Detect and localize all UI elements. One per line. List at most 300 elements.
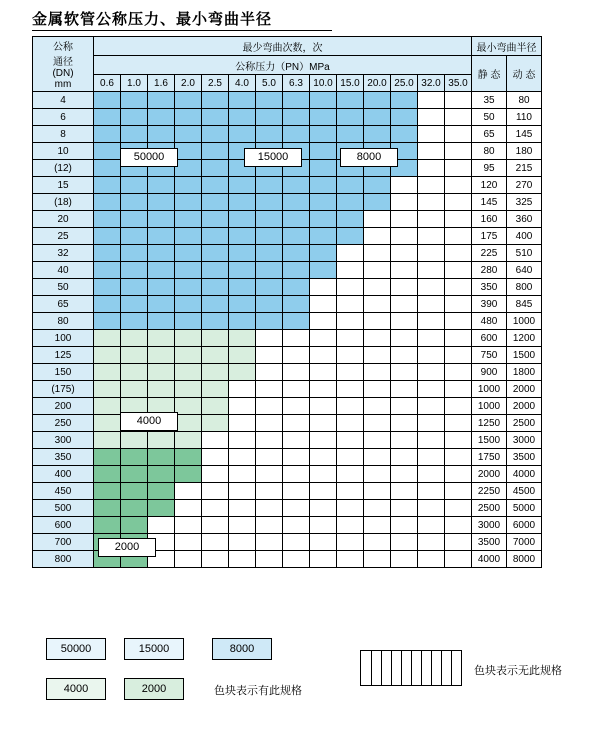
cell-pn-0	[94, 330, 121, 347]
cell-pn-1	[121, 245, 148, 262]
cell-pn-0	[94, 143, 121, 160]
cell-pn-5	[229, 228, 256, 245]
cell-pn-13	[445, 313, 472, 330]
cell-pn-0	[94, 245, 121, 262]
cell-pn-7	[283, 466, 310, 483]
table-row	[33, 262, 542, 279]
cell-pn-3	[175, 330, 202, 347]
cell-pn-10	[364, 330, 391, 347]
cell-pn-12	[418, 296, 445, 313]
cell-pn-8	[310, 262, 337, 279]
cell-pn-9	[337, 483, 364, 500]
cell-pn-4	[202, 126, 229, 143]
cell-dn: 600	[33, 517, 94, 534]
cell-pn-0	[94, 262, 121, 279]
cell-pn-11	[391, 228, 418, 245]
cell-dynamic-radius: 845	[507, 296, 542, 313]
cell-pn-4	[202, 466, 229, 483]
cell-pn-11	[391, 296, 418, 313]
table-row	[33, 211, 542, 228]
header-pn-10: 20.0	[364, 75, 391, 92]
cell-pn-10	[364, 517, 391, 534]
cell-pn-1	[121, 92, 148, 109]
cell-pn-3	[175, 109, 202, 126]
cell-pn-9	[337, 466, 364, 483]
cell-static-radius: 2500	[472, 500, 507, 517]
cell-static-radius: 120	[472, 177, 507, 194]
header-row-2	[33, 56, 542, 75]
cell-pn-3	[175, 126, 202, 143]
cell-pn-9	[337, 449, 364, 466]
cell-pn-4	[202, 432, 229, 449]
cell-pn-6	[256, 398, 283, 415]
legend-hatch-note: 色块表示无此规格	[474, 665, 562, 677]
cell-pn-7	[283, 245, 310, 262]
cell-dynamic-radius: 2000	[507, 381, 542, 398]
cell-pn-10	[364, 381, 391, 398]
cell-pn-12	[418, 109, 445, 126]
cell-pn-9	[337, 92, 364, 109]
title-divider	[32, 30, 332, 31]
cell-pn-7	[283, 534, 310, 551]
cell-pn-4	[202, 143, 229, 160]
cell-pn-13	[445, 381, 472, 398]
cell-pn-0	[94, 126, 121, 143]
header-bend-count: 最少弯曲次数，次	[94, 37, 472, 56]
cell-pn-3	[175, 92, 202, 109]
cell-pn-4	[202, 160, 229, 177]
cell-pn-8	[310, 500, 337, 517]
cell-pn-1	[121, 330, 148, 347]
cell-pn-7	[283, 279, 310, 296]
cell-pn-8	[310, 313, 337, 330]
cell-pn-2	[148, 330, 175, 347]
cell-pn-4	[202, 398, 229, 415]
cell-pn-5	[229, 517, 256, 534]
cell-pn-8	[310, 534, 337, 551]
cell-pn-0	[94, 194, 121, 211]
cell-pn-4	[202, 313, 229, 330]
cell-pn-1	[121, 262, 148, 279]
cell-pn-5	[229, 109, 256, 126]
cell-pn-4	[202, 517, 229, 534]
cell-pn-0	[94, 92, 121, 109]
cell-pn-11	[391, 466, 418, 483]
cell-pn-9	[337, 279, 364, 296]
cell-pn-4	[202, 415, 229, 432]
table-row	[33, 347, 542, 364]
cell-pn-12	[418, 211, 445, 228]
cell-pn-7	[283, 398, 310, 415]
cell-pn-9	[337, 364, 364, 381]
cell-pn-9	[337, 500, 364, 517]
cell-pn-10	[364, 211, 391, 228]
cell-pn-12	[418, 313, 445, 330]
cell-pn-12	[418, 143, 445, 160]
cell-pn-3	[175, 449, 202, 466]
cell-pn-5	[229, 415, 256, 432]
cell-pn-12	[418, 415, 445, 432]
cell-dn: 32	[33, 245, 94, 262]
cell-dynamic-radius: 325	[507, 194, 542, 211]
cell-pn-12	[418, 398, 445, 415]
cell-pn-3	[175, 211, 202, 228]
cell-pn-9	[337, 398, 364, 415]
table-row	[33, 126, 542, 143]
cell-pn-6	[256, 92, 283, 109]
cell-pn-6	[256, 228, 283, 245]
cell-pn-2	[148, 517, 175, 534]
callout-50000: 50000	[120, 148, 178, 167]
cell-static-radius: 65	[472, 126, 507, 143]
cell-pn-6	[256, 364, 283, 381]
cell-pn-12	[418, 177, 445, 194]
cell-pn-7	[283, 500, 310, 517]
cell-pn-1	[121, 483, 148, 500]
spec-table	[32, 36, 542, 568]
cell-pn-12	[418, 517, 445, 534]
cell-pn-3	[175, 398, 202, 415]
cell-static-radius: 225	[472, 245, 507, 262]
cell-pn-6	[256, 194, 283, 211]
cell-pn-10	[364, 228, 391, 245]
cell-pn-1	[121, 228, 148, 245]
cell-pn-8	[310, 330, 337, 347]
header-row-1	[33, 37, 542, 56]
cell-pn-0	[94, 160, 121, 177]
cell-pn-9	[337, 313, 364, 330]
cell-dynamic-radius: 8000	[507, 551, 542, 568]
cell-pn-1	[121, 296, 148, 313]
cell-pn-12	[418, 381, 445, 398]
cell-pn-2	[148, 432, 175, 449]
header-static: 静 态	[472, 56, 507, 92]
cell-pn-4	[202, 177, 229, 194]
cell-pn-8	[310, 160, 337, 177]
cell-pn-4	[202, 109, 229, 126]
cell-pn-2	[148, 364, 175, 381]
cell-pn-2	[148, 92, 175, 109]
cell-pn-7	[283, 92, 310, 109]
table-row	[33, 92, 542, 109]
cell-pn-12	[418, 347, 445, 364]
legend	[32, 630, 568, 710]
cell-pn-2	[148, 126, 175, 143]
cell-pn-2	[148, 211, 175, 228]
cell-pn-9	[337, 551, 364, 568]
cell-pn-4	[202, 551, 229, 568]
cell-pn-11	[391, 330, 418, 347]
cell-pn-13	[445, 347, 472, 364]
header-pn-3: 2.0	[175, 75, 202, 92]
cell-pn-12	[418, 500, 445, 517]
cell-pn-1	[121, 381, 148, 398]
cell-pn-4	[202, 296, 229, 313]
cell-pn-4	[202, 381, 229, 398]
cell-pn-3	[175, 262, 202, 279]
header-row-3	[33, 75, 542, 92]
cell-pn-3	[175, 551, 202, 568]
cell-dynamic-radius: 80	[507, 92, 542, 109]
table-row	[33, 381, 542, 398]
cell-pn-3	[175, 279, 202, 296]
cell-pn-10	[364, 432, 391, 449]
cell-pn-13	[445, 330, 472, 347]
cell-pn-8	[310, 347, 337, 364]
cell-pn-8	[310, 432, 337, 449]
header-bend-radius: 最小弯曲半径	[472, 37, 542, 56]
cell-dn: 200	[33, 398, 94, 415]
cell-pn-8	[310, 483, 337, 500]
header-dynamic: 动 态	[507, 56, 542, 92]
cell-pn-5	[229, 279, 256, 296]
cell-pn-0	[94, 364, 121, 381]
cell-pn-0	[94, 347, 121, 364]
cell-pn-7	[283, 381, 310, 398]
cell-pn-4	[202, 194, 229, 211]
cell-pn-0	[94, 466, 121, 483]
cell-pn-0	[94, 449, 121, 466]
cell-pn-0	[94, 177, 121, 194]
cell-pn-12	[418, 126, 445, 143]
cell-pn-2	[148, 449, 175, 466]
cell-dynamic-radius: 360	[507, 211, 542, 228]
cell-pn-13	[445, 534, 472, 551]
cell-dynamic-radius: 110	[507, 109, 542, 126]
cell-pn-3	[175, 483, 202, 500]
cell-pn-3	[175, 296, 202, 313]
cell-pn-2	[148, 500, 175, 517]
cell-static-radius: 1000	[472, 398, 507, 415]
cell-pn-13	[445, 483, 472, 500]
cell-pn-7	[283, 211, 310, 228]
cell-pn-2	[148, 313, 175, 330]
cell-pn-9	[337, 432, 364, 449]
cell-static-radius: 95	[472, 160, 507, 177]
callout-8000: 8000	[340, 148, 398, 167]
cell-pn-0	[94, 109, 121, 126]
cell-dn: 20	[33, 211, 94, 228]
header-dn-line4: mm	[54, 79, 72, 90]
table-row	[33, 313, 542, 330]
cell-dn: (175)	[33, 381, 94, 398]
header-pn-4: 2.5	[202, 75, 229, 92]
table-row	[33, 177, 542, 194]
cell-pn-11	[391, 194, 418, 211]
cell-pn-10	[364, 534, 391, 551]
cell-dn: 80	[33, 313, 94, 330]
cell-pn-0	[94, 432, 121, 449]
cell-pn-6	[256, 296, 283, 313]
cell-pn-12	[418, 483, 445, 500]
cell-pn-2	[148, 466, 175, 483]
cell-pn-2	[148, 381, 175, 398]
cell-pn-1	[121, 211, 148, 228]
cell-static-radius: 175	[472, 228, 507, 245]
table-row	[33, 245, 542, 262]
table-row	[33, 466, 542, 483]
cell-pn-4	[202, 449, 229, 466]
cell-pn-11	[391, 364, 418, 381]
cell-pn-8	[310, 551, 337, 568]
header-pn-8: 10.0	[310, 75, 337, 92]
page-title: 金属软管公称压力、最小弯曲半径	[32, 12, 273, 28]
table-row	[33, 483, 542, 500]
cell-static-radius: 50	[472, 109, 507, 126]
cell-dn: 100	[33, 330, 94, 347]
callout-4000: 4000	[120, 412, 178, 431]
cell-pn-10	[364, 500, 391, 517]
table-row	[33, 330, 542, 347]
cell-pn-9	[337, 381, 364, 398]
cell-pn-7	[283, 262, 310, 279]
cell-pn-5	[229, 449, 256, 466]
cell-pn-9	[337, 534, 364, 551]
cell-pn-4	[202, 228, 229, 245]
cell-pn-11	[391, 245, 418, 262]
cell-pn-1	[121, 279, 148, 296]
cell-pn-0	[94, 500, 121, 517]
cell-pn-3	[175, 466, 202, 483]
cell-pn-5	[229, 500, 256, 517]
cell-pn-13	[445, 177, 472, 194]
cell-pn-2	[148, 347, 175, 364]
cell-static-radius: 3500	[472, 534, 507, 551]
cell-pn-12	[418, 364, 445, 381]
cell-pn-13	[445, 279, 472, 296]
cell-pn-10	[364, 279, 391, 296]
cell-pn-5	[229, 194, 256, 211]
cell-pn-6	[256, 211, 283, 228]
cell-pn-5	[229, 432, 256, 449]
cell-pn-8	[310, 126, 337, 143]
header-pn-2: 1.6	[148, 75, 175, 92]
cell-pn-10	[364, 483, 391, 500]
table-row	[33, 279, 542, 296]
cell-pn-10	[364, 262, 391, 279]
cell-static-radius: 1000	[472, 381, 507, 398]
cell-dynamic-radius: 3500	[507, 449, 542, 466]
cell-dynamic-radius: 5000	[507, 500, 542, 517]
cell-pn-3	[175, 313, 202, 330]
cell-pn-8	[310, 92, 337, 109]
cell-static-radius: 1500	[472, 432, 507, 449]
cell-pn-11	[391, 551, 418, 568]
cell-pn-12	[418, 245, 445, 262]
cell-dn: 700	[33, 534, 94, 551]
cell-pn-10	[364, 551, 391, 568]
cell-pn-9	[337, 177, 364, 194]
cell-pn-12	[418, 330, 445, 347]
cell-static-radius: 160	[472, 211, 507, 228]
callout-2000: 2000	[98, 538, 156, 557]
cell-pn-11	[391, 211, 418, 228]
cell-dn: 400	[33, 466, 94, 483]
cell-pn-8	[310, 143, 337, 160]
header-dn-line1: 公称	[53, 42, 73, 53]
cell-pn-13	[445, 109, 472, 126]
cell-pn-13	[445, 211, 472, 228]
cell-dn: 4	[33, 92, 94, 109]
cell-pn-3	[175, 194, 202, 211]
cell-static-radius: 2250	[472, 483, 507, 500]
cell-pn-8	[310, 296, 337, 313]
cell-pn-9	[337, 228, 364, 245]
cell-pn-13	[445, 398, 472, 415]
table-row	[33, 500, 542, 517]
cell-dynamic-radius: 510	[507, 245, 542, 262]
cell-pn-10	[364, 415, 391, 432]
cell-pn-5	[229, 534, 256, 551]
cell-pn-6	[256, 449, 283, 466]
cell-pn-0	[94, 228, 121, 245]
cell-pn-12	[418, 262, 445, 279]
cell-dn: 15	[33, 177, 94, 194]
cell-pn-11	[391, 415, 418, 432]
cell-pn-7	[283, 517, 310, 534]
cell-pn-8	[310, 466, 337, 483]
cell-pn-5	[229, 177, 256, 194]
cell-pn-10	[364, 177, 391, 194]
cell-pn-7	[283, 126, 310, 143]
table-row	[33, 517, 542, 534]
cell-pn-13	[445, 296, 472, 313]
cell-pn-11	[391, 432, 418, 449]
cell-pn-13	[445, 92, 472, 109]
cell-pn-10	[364, 347, 391, 364]
cell-pn-0	[94, 415, 121, 432]
cell-dn: 250	[33, 415, 94, 432]
cell-pn-10	[364, 449, 391, 466]
cell-pn-8	[310, 517, 337, 534]
cell-pn-4	[202, 262, 229, 279]
cell-pn-12	[418, 194, 445, 211]
table-row	[33, 364, 542, 381]
cell-pn-8	[310, 228, 337, 245]
cell-static-radius: 390	[472, 296, 507, 313]
cell-pn-1	[121, 194, 148, 211]
cell-dn: 65	[33, 296, 94, 313]
table-row	[33, 432, 542, 449]
table-row	[33, 415, 542, 432]
cell-pn-10	[364, 245, 391, 262]
cell-pn-7	[283, 551, 310, 568]
cell-pn-13	[445, 432, 472, 449]
cell-pn-6	[256, 432, 283, 449]
cell-pn-4	[202, 330, 229, 347]
cell-pn-11	[391, 381, 418, 398]
header-pn-6: 5.0	[256, 75, 283, 92]
cell-static-radius: 2000	[472, 466, 507, 483]
cell-pn-6	[256, 483, 283, 500]
cell-pn-0	[94, 279, 121, 296]
cell-static-radius: 3000	[472, 517, 507, 534]
cell-pn-10	[364, 126, 391, 143]
header-dn-line2: 通径	[53, 57, 73, 68]
header-pn-0: 0.6	[94, 75, 121, 92]
cell-pn-9	[337, 109, 364, 126]
cell-pn-4	[202, 534, 229, 551]
cell-pn-5	[229, 347, 256, 364]
cell-pn-6	[256, 313, 283, 330]
cell-pn-8	[310, 279, 337, 296]
cell-pn-12	[418, 160, 445, 177]
cell-pn-8	[310, 245, 337, 262]
cell-pn-3	[175, 160, 202, 177]
cell-pn-4	[202, 279, 229, 296]
cell-pn-2	[148, 483, 175, 500]
cell-pn-9	[337, 517, 364, 534]
